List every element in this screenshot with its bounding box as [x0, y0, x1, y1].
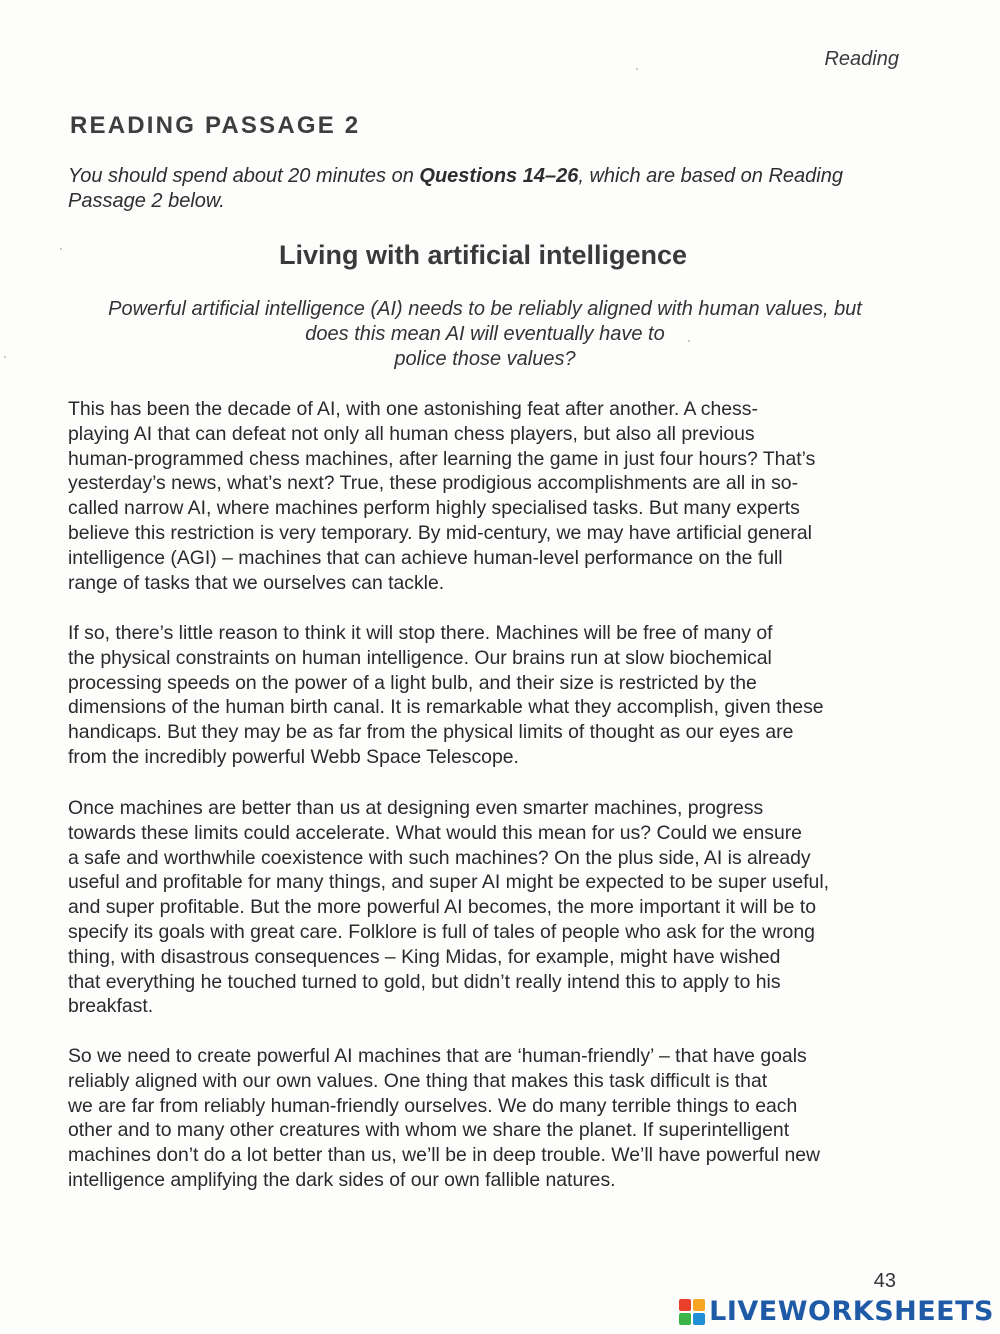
paragraph-3 [68, 796, 908, 1019]
logo-square [679, 1313, 691, 1325]
text-line: If so, there’s little reason to think it will stop there. Machines will be free of many of [68, 622, 773, 644]
text-line: playing AI that can defeat not only all human chess players, but also all previous [68, 422, 755, 445]
text-line: yesterday’s news, what’s next? True, these prodigious accomplishments are all in so- [68, 472, 799, 495]
text-line: reliably aligned with our own values. One thing that makes this task difficult is that [68, 1069, 768, 1092]
text-line: Once machines are better than us at designing even smarter machines, progress [68, 797, 764, 819]
watermark-text: LIVEWORKSHEETS [709, 1296, 994, 1327]
text-line: breakfast. [68, 995, 154, 1018]
text-line: we are far from reliably human-friendly ourselves. We do many terrible things to each [68, 1094, 798, 1117]
subtitle-line: Powerful artificial intelligence (AI) needs to be reliably aligned with human values, but [108, 298, 862, 320]
text-line: and super profitable. But the more powerful AI becomes, the more important it will be to [68, 896, 816, 919]
text-line: the physical constraints on human intelligence. Our brains run at slow biochemical [68, 646, 772, 669]
text-line: called narrow AI, where machines perform highly specialised tasks. But many experts [68, 497, 800, 520]
text-line: that everything he touched turned to gold, but didn’t really intend this to apply to his [68, 970, 781, 993]
text-line: useful and profitable for many things, and super AI might be expected to be super useful, [68, 871, 830, 894]
instructions-text-after: , which are based on Reading [578, 165, 843, 187]
text-line: machines don’t do a lot better than us, we’ll be in deep trouble. We’ll have powerful new [68, 1144, 821, 1167]
text-line: dimensions of the human birth canal. It is remarkable what they accomplish, given these [68, 696, 824, 719]
liveworksheets-watermark [679, 1296, 994, 1327]
paragraph-4 [68, 1044, 908, 1193]
paragraph-2 [68, 621, 908, 770]
instructions [68, 164, 908, 214]
text-line: So we need to create powerful AI machines that are ‘human-friendly’ – that have goals [68, 1045, 807, 1067]
logo-square [693, 1313, 705, 1325]
paragraph-1 [68, 397, 908, 595]
text-line: thing, with disastrous consequences – King Midas, for example, might have wished [68, 945, 781, 968]
text-line: human-programmed chess machines, after learning the game in just four hours? That’s [68, 447, 816, 470]
text-line: other and to many other creatures with whom we share the planet. If superintelligent [68, 1119, 790, 1142]
running-head: Reading [824, 48, 899, 70]
text-line: intelligence amplifying the dark sides of our own fallible natures. [68, 1168, 616, 1191]
article-title: Living with artificial intelligence [278, 240, 688, 270]
text-line: processing speeds on the power of a light bulb, and their size is restricted by the [68, 671, 757, 694]
text-line: specify its goals with great care. Folklore is full of tales of people who ask for the wrong [68, 920, 815, 943]
text-line: intelligence (AGI) – machines that can achieve human-level performance on the full [68, 546, 783, 569]
scan-speck [4, 356, 6, 358]
text-line: This has been the decade of AI, with one astonishing feat after another. A chess- [68, 398, 758, 420]
instructions-text-line2: Passage 2 below. [68, 190, 225, 212]
scan-speck [636, 68, 638, 70]
logo-square [693, 1299, 705, 1311]
text-line: believe this restriction is very temporary. By mid-century, we may have artificial general [68, 521, 812, 544]
text-line: range of tasks that we ourselves can tackle. [68, 571, 445, 594]
text-line: towards these limits could accelerate. What would this mean for us? Could we ensure [68, 821, 802, 844]
page-number: 43 [873, 1270, 896, 1292]
liveworksheets-logo-icon [679, 1299, 705, 1325]
instructions-questions-range: Questions 14–26 [419, 165, 579, 187]
text-line: a safe and worthwhile coexistence with such machines? On the plus side, AI is already [68, 846, 811, 869]
subtitle-line: police those values? [394, 348, 576, 370]
article-subtitle [60, 297, 910, 372]
instructions-text-before: You should spend about 20 minutes on [68, 165, 420, 187]
scan-speck [688, 340, 690, 342]
text-line: from the incredibly powerful Webb Space Telescope. [68, 745, 519, 768]
text-line: handicaps. But they may be as far from the physical limits of thought as our eyes are [68, 721, 794, 744]
subtitle-line: does this mean AI will eventually have to [305, 323, 665, 345]
section-title: READING PASSAGE 2 [70, 112, 361, 139]
logo-square [679, 1299, 691, 1311]
scan-speck [60, 248, 62, 250]
